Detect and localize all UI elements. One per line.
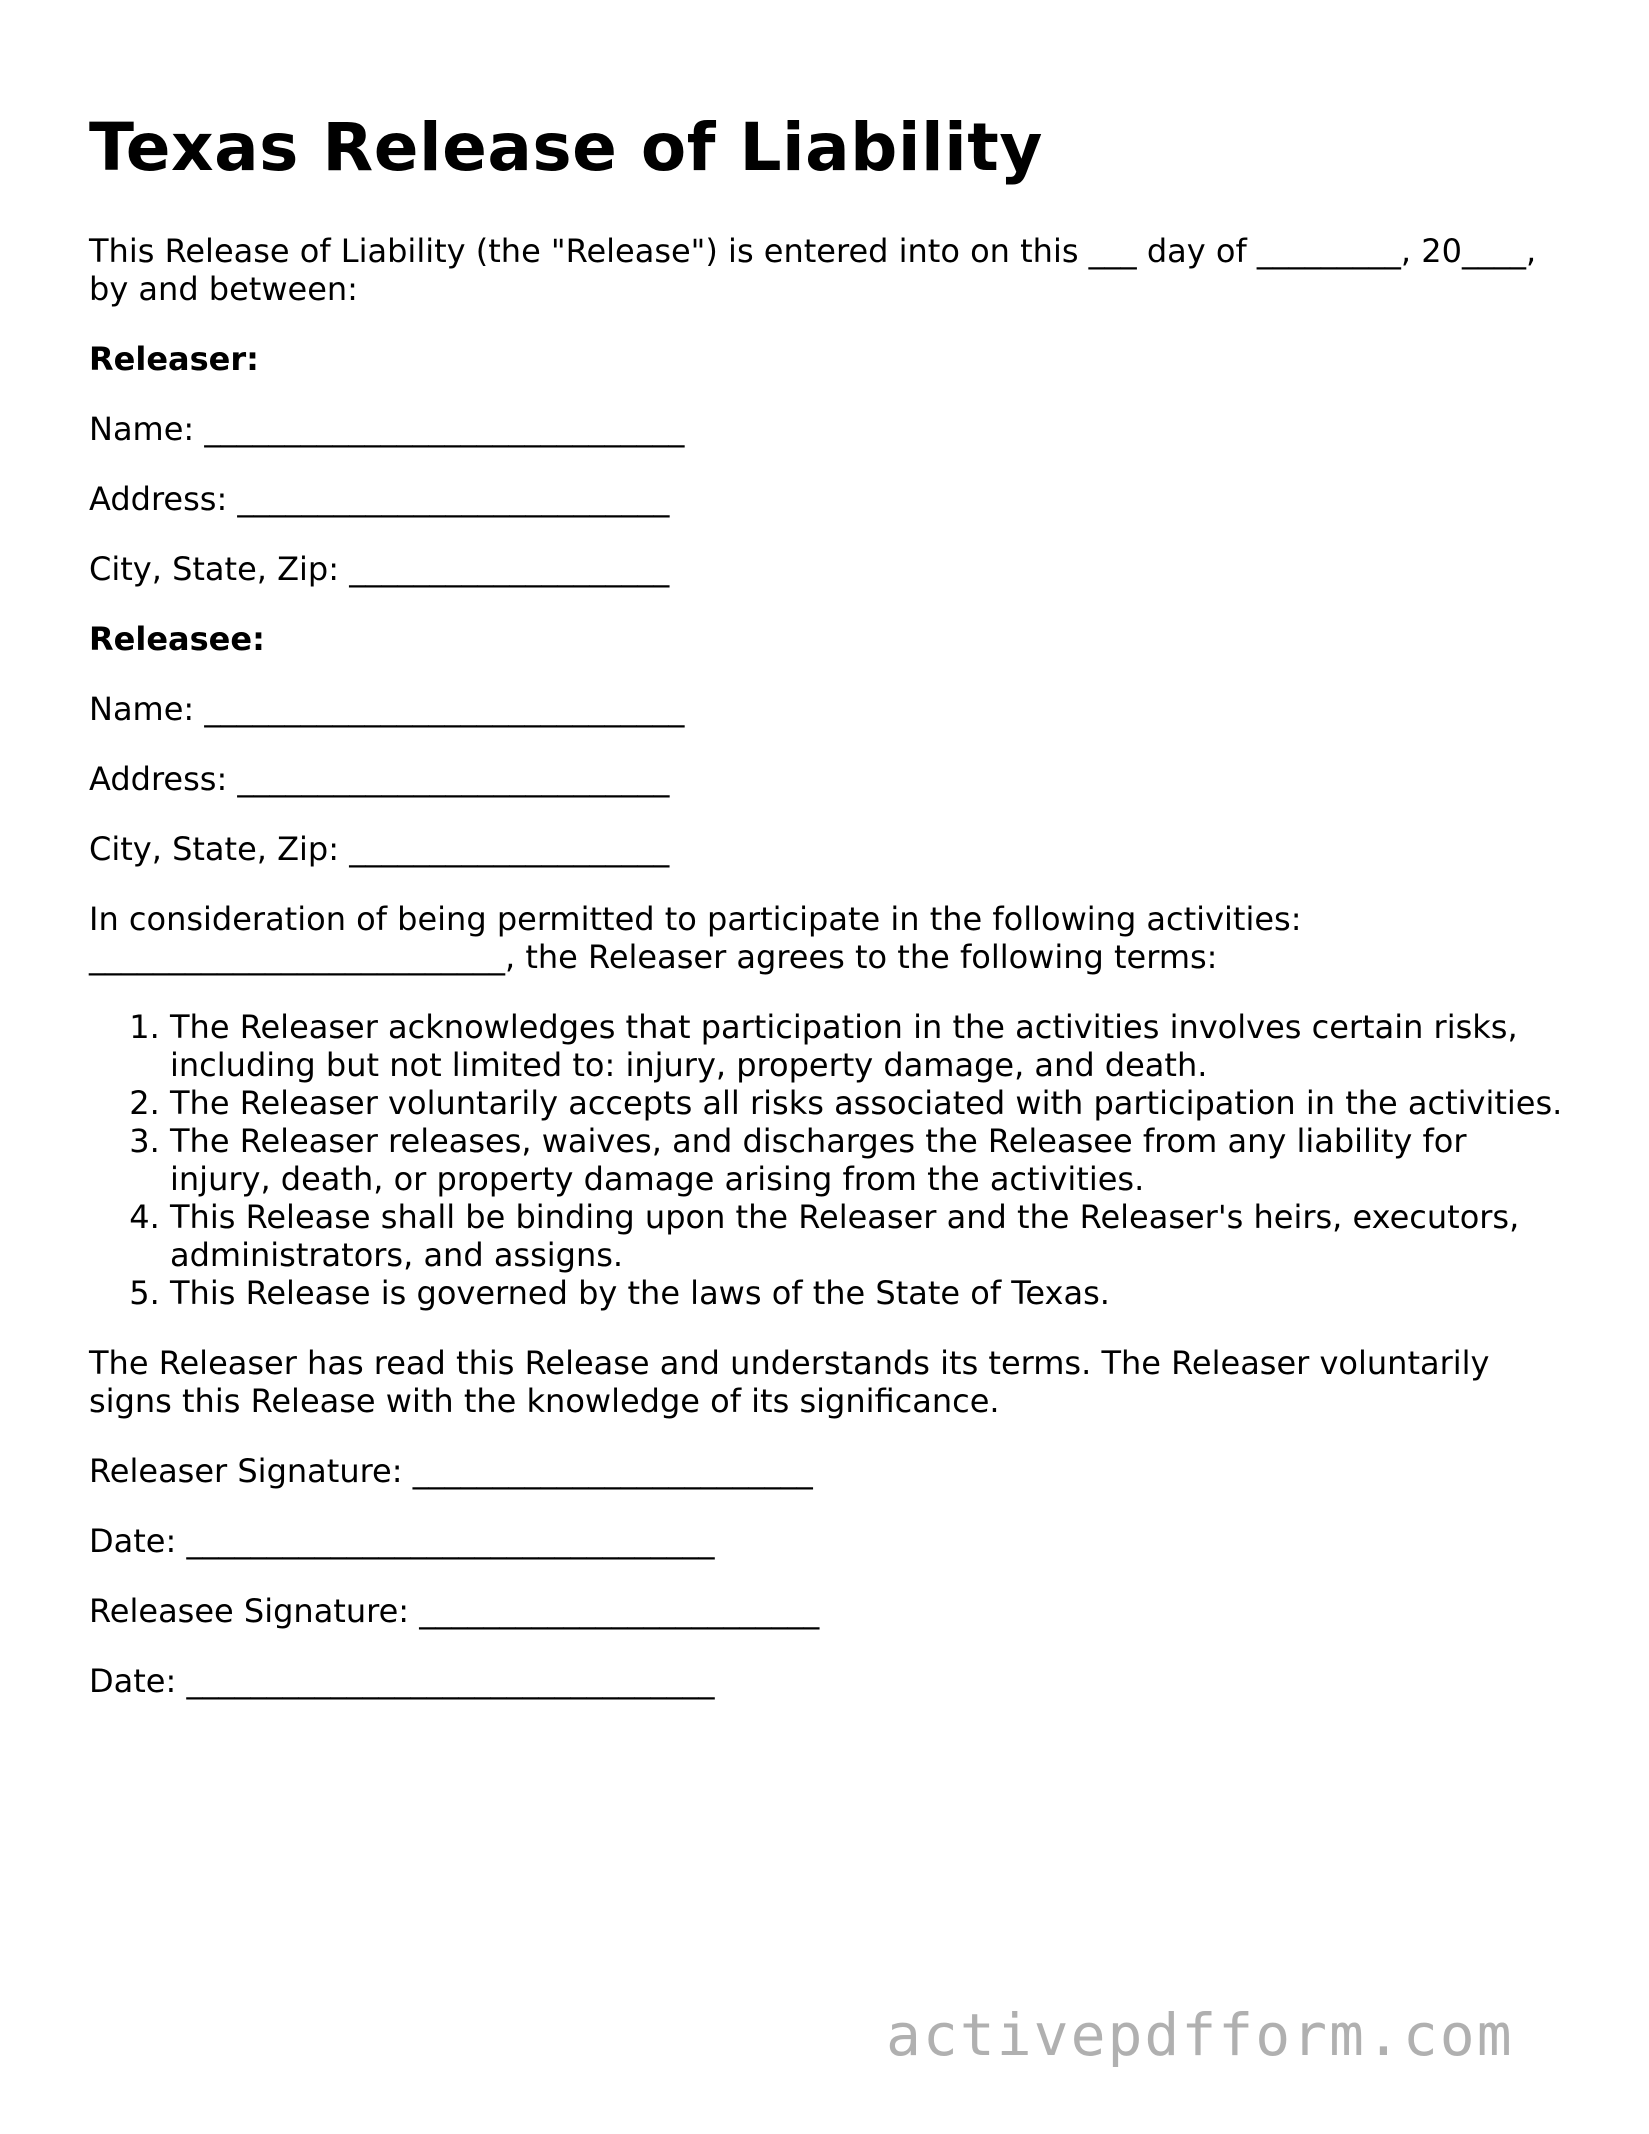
terms-list <box>89 1008 1569 1312</box>
releaser-city-field: City, State, Zip: ____________________ <box>89 550 670 588</box>
consideration-paragraph: In consideration of being permitted to participate in the following activities: __________________________, the Releaser agrees to the following terms: <box>89 900 1312 976</box>
releaser-address-field: Address: ___________________________ <box>89 480 670 518</box>
term-item: 4. This Release shall be binding upon the Releaser and the Releaser's heirs, executors, administrators, and assigns. <box>170 1198 1569 1274</box>
term-item: 2. The Releaser voluntarily accepts all risks associated with participation in the activities. <box>170 1084 1569 1122</box>
releaser-date-field: Date: _________________________________ <box>89 1522 715 1560</box>
term-item: 3. The Releaser releases, waives, and discharges the Releasee from any liability for injury, death, or property damage arising from the activities. <box>170 1122 1569 1198</box>
term-item: 1. The Releaser acknowledges that participation in the activities involves certain risks, including but not limited to: injury, property damage, and death. <box>170 1008 1569 1084</box>
document-title: Texas Release of Liability <box>89 109 1043 186</box>
releasee-address-field: Address: ___________________________ <box>89 760 670 798</box>
releaser-name-field: Name: ______________________________ <box>89 410 685 448</box>
releasee-name-field: Name: ______________________________ <box>89 690 685 728</box>
releasee-date-field: Date: _________________________________ <box>89 1662 715 1700</box>
term-item: 5. This Release is governed by the laws of the State of Texas. <box>170 1274 1569 1312</box>
document-page <box>89 108 1569 1732</box>
releasee-signature-field: Releasee Signature: _________________________ <box>89 1592 820 1630</box>
releasee-city-field: City, State, Zip: ____________________ <box>89 830 670 868</box>
releaser-signature-field: Releaser Signature: _________________________ <box>89 1452 813 1490</box>
watermark: activepdfform.com <box>886 2001 1514 2069</box>
releaser-heading: Releaser: <box>89 340 259 378</box>
acknowledgment-paragraph: The Releaser has read this Release and understands its terms. The Releaser voluntarily signs this Release with the knowledge of its significance. <box>89 1344 1500 1420</box>
releasee-heading: Releasee: <box>89 620 265 658</box>
intro-paragraph: This Release of Liability (the "Release") is entered into on this ___ day of _________, 20____, by and between: <box>89 232 1547 308</box>
